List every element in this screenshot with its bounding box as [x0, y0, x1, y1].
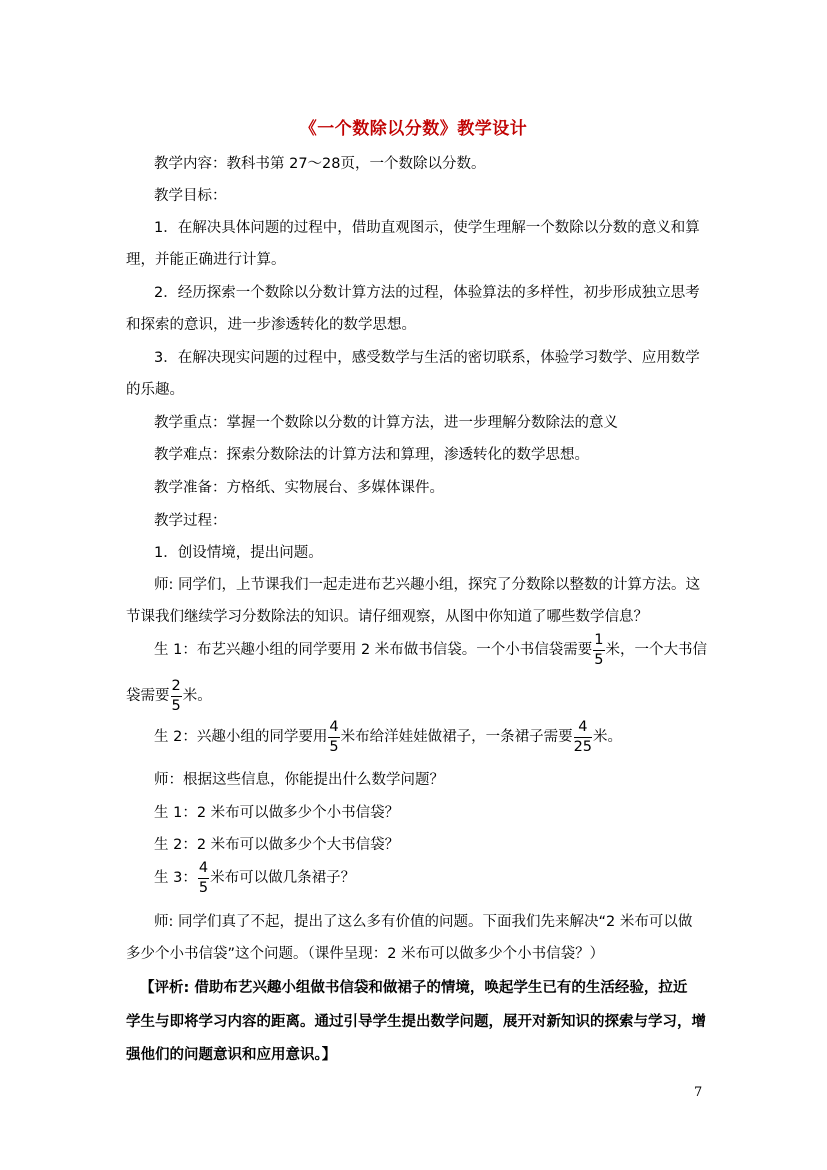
text-segment: 生 2：兴趣小组的同学要用: [154, 729, 328, 745]
fraction-one-fifth: [593, 633, 604, 667]
document-title: 《一个数除以分数》教学设计: [299, 119, 528, 139]
fraction-denominator: 25: [573, 738, 593, 755]
text-segment: 生 1：布艺兴趣小组的同学要用 2 米布做书信袋。一个小书信袋需要: [154, 642, 593, 658]
fraction-numerator: 4: [328, 720, 339, 738]
comment-line-3: 强他们的问题意识和应用意识。】: [126, 1047, 337, 1063]
fraction-denominator: 5: [198, 879, 209, 896]
objective-2-line-2: 和探索的意识，进一步渗透转化的数学思想。: [126, 317, 416, 333]
teaching-content: 教学内容：教科书第 27～28页，一个数除以分数。: [154, 156, 486, 172]
fraction-numerator: 4: [198, 861, 209, 879]
page-number: 7: [694, 1085, 703, 1100]
text-segment: 米。: [593, 729, 623, 745]
fraction-numerator: 2: [171, 679, 182, 697]
student-2-question: 生 2：2 米布可以做多少个大书信袋？: [154, 837, 400, 853]
text-segment: 袋需要: [126, 688, 170, 704]
fraction-numerator: 4: [574, 720, 592, 738]
text-segment: 米，一个大书信: [605, 642, 708, 658]
student-3-question: [154, 861, 706, 895]
objective-2-line-1: 2．经历探索一个数除以分数计算方法的过程，体验算法的多样性，初步形成独立思考: [154, 285, 700, 301]
text-segment: 米。: [182, 688, 212, 704]
fraction-denominator: 5: [594, 651, 604, 668]
student-1-info-line-2: [126, 679, 706, 713]
fraction-two-fifths: [171, 679, 182, 713]
fraction-four-twentyfifths: [574, 720, 592, 754]
fraction-four-fifths: [198, 861, 209, 895]
teacher-intro-line-2: 节课我们继续学习分数除法的知识。请仔细观察，从图中你知道了哪些数学信息？: [126, 609, 648, 625]
student-1-question: 生 1：2 米布可以做多少个小书信袋？: [154, 805, 400, 821]
objective-3-line-1: 3．在解决现实问题的过程中，感受数学与生活的密切联系，体验学习数学、应用数学: [154, 350, 700, 366]
text-segment: 生 3：: [154, 870, 197, 886]
comment-line-2: 学生与即将学习内容的距离。通过引导学生提出数学问题，展开对新知识的探索与学习，增: [126, 1014, 706, 1030]
student-2-info: [154, 720, 706, 754]
teacher-intro-line-1: 师: 同学们，上节课我们一起走进布艺兴趣小组，探究了分数除以整数的计算方法。这: [154, 577, 700, 593]
objective-1-line-1: 1．在解决具体问题的过程中，借助直观图示，使学生理解一个数除以分数的意义和算: [154, 220, 700, 236]
objectives-heading: 教学目标：: [154, 188, 227, 204]
text-segment: 米布给洋娃娃做裙子，一条裙子需要: [340, 729, 573, 745]
teacher-praise-line-1: 师: 同学们真了不起，提出了这么多有价值的问题。下面我们先来解决“2 米布可以做: [154, 914, 693, 930]
comment-line-1: 【评析: 借助布艺兴趣小组做书信袋和做裙子的情境，唤起学生已有的生活经验，拉近: [140, 980, 688, 996]
fraction-four-fifths: [328, 720, 339, 754]
difficult-points: 教学难点：探索分数除法的计算方法和算理，渗透转化的数学思想。: [154, 447, 589, 463]
key-points: 教学重点：掌握一个数除以分数的计算方法，进一步理解分数除法的意义: [154, 415, 618, 431]
teacher-praise-line-2: 多少个小书信袋”这个问题。（课件呈现：2 米布可以做多少个小书信袋？）: [126, 946, 605, 962]
step-1-heading: 1．创设情境，提出问题。: [154, 545, 323, 561]
preparation: 教学准备：方格纸、实物展台、多媒体课件。: [154, 480, 444, 496]
fraction-denominator: 5: [171, 697, 181, 714]
fraction-denominator: 5: [329, 738, 339, 755]
teacher-question: 师：根据这些信息，你能提出什么数学问题？: [154, 772, 444, 788]
objective-3-line-2: 的乐趣。: [126, 382, 184, 398]
student-1-info-line-1: [154, 633, 706, 667]
text-segment: 米布可以做几条裙子？: [210, 870, 356, 886]
process-heading: 教学过程：: [154, 513, 227, 529]
objective-1-line-2: 理，并能正确进行计算。: [126, 252, 286, 268]
fraction-numerator: 1: [593, 633, 604, 651]
